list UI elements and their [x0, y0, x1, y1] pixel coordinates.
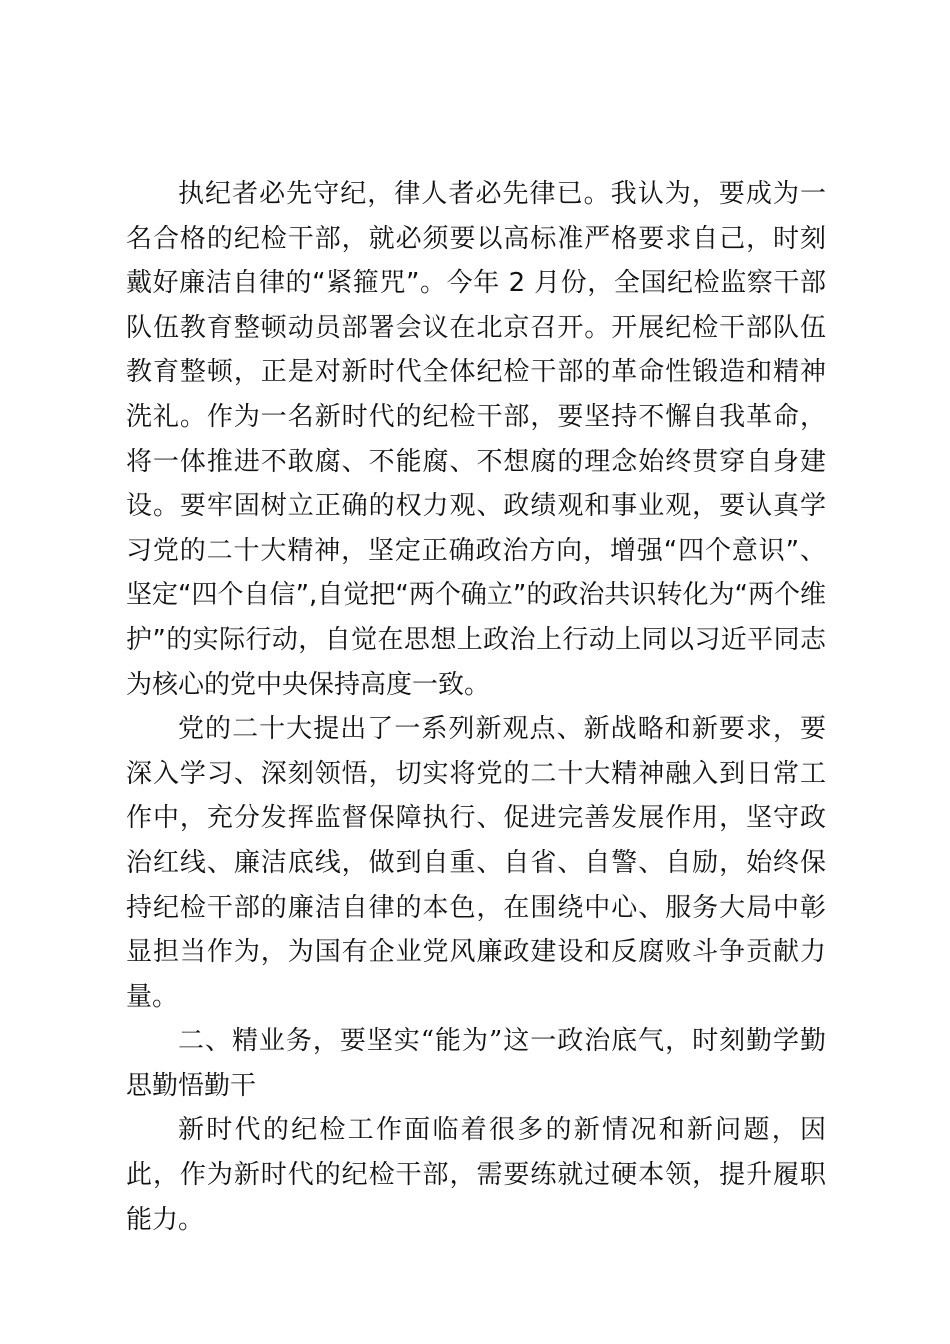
paragraph-twentieth-congress: 党的二十大提出了一系列新观点、新战略和新要求，要深入学习、深刻领悟，切实将党的二十大精神融入到日常工作中，充分发挥监督保障执行、促进完善发展作用，坚守政治红线、廉洁底线，做到自重、自省、自警、自励，始终保持纪检干部的廉洁自律的本色，在围绕中心、服务大局中彰显担当作为，为国有企业党风廉政建设和反腐败斗争贡献力量。 — [126, 714, 826, 1012]
section-heading: 二、精业务，要坚实“能为”这一政治底气，时刻勤学勤思勤悟勤干 — [126, 1026, 826, 1101]
paragraph-new-era: 新时代的纪检工作面临着很多的新情况和新问题，因此，作为新时代的纪检干部，需要练就过硬本领，提升履职能力。 — [126, 1115, 826, 1235]
document-body — [126, 172, 826, 1242]
paragraph-discipline: 执纪者必先守纪，律人者必先律已。我认为，要成为一名合格的纪检干部，就必须要以高标准严格要求自己，时刻戴好廉洁自律的“紧箍咒”。今年 2 月份，全国纪检监察干部队伍教育整顿动员部署会议在北京召开。开展纪检干部队伍教育整顿，正是对新时代全体纪检干部的革命性锻造和精神洗礼。作为一名新时代的纪检干部，要坚持不懈自我革命，将一体推进不敢腐、不能腐、不想腐的理念始终贯穿自身建设。要牢固树立正确的权力观、政绩观和事业观，要认真学习党的二十大精神，坚定正确政治方向，增强“四个意识”、坚定“四个自信”,自觉把“两个确立”的政治共识转化为“两个维护”的实际行动，自觉在思想上政治上行动上同以习近平同志为核心的党中央保持高度一致。 — [126, 179, 826, 700]
